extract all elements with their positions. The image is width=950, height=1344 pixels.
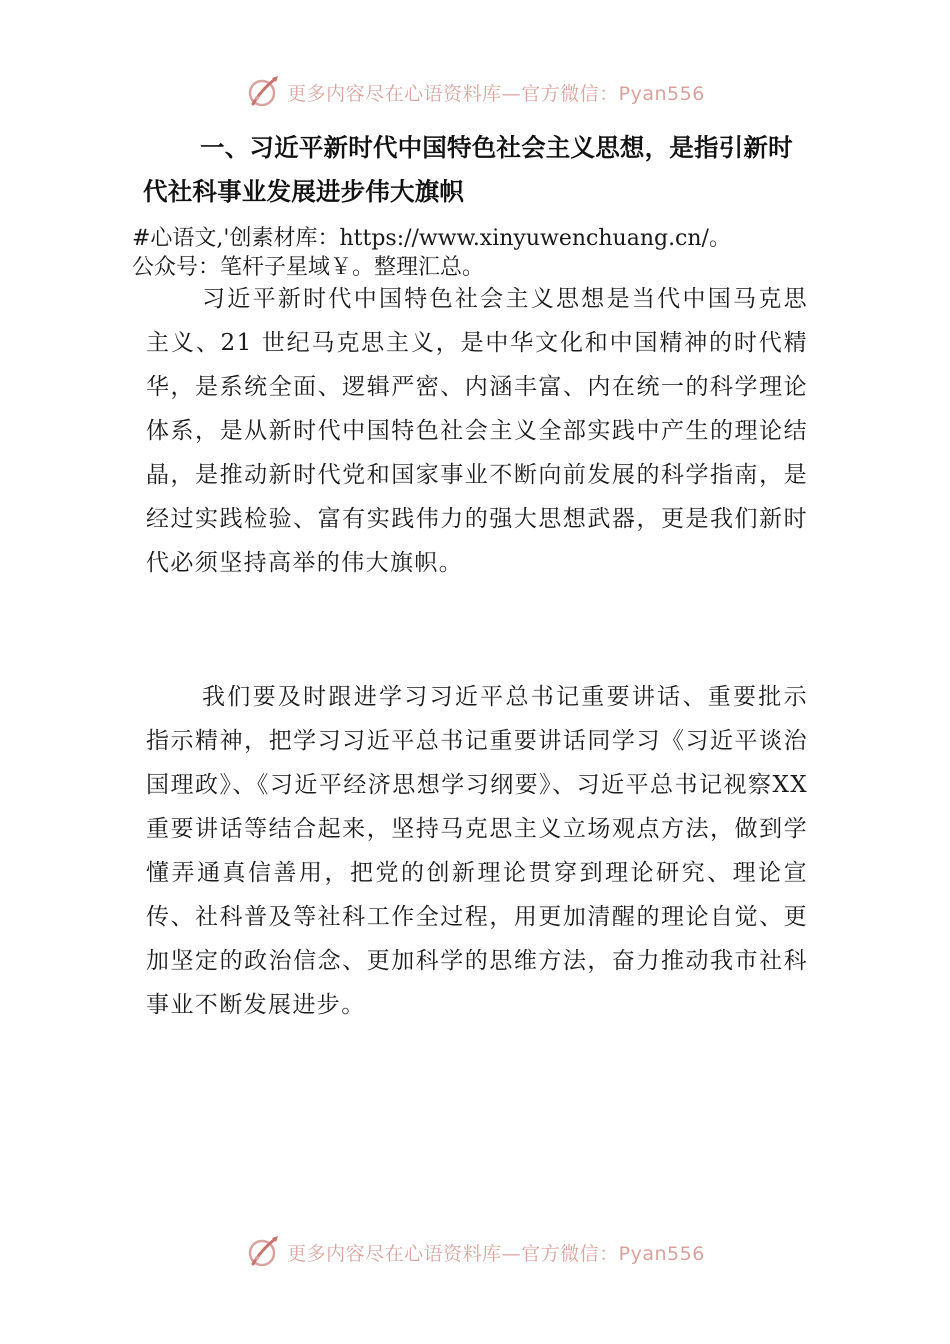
banner-slogan: 更多内容尽在心语资料库—官方微信： xyxy=(287,82,619,105)
body-paragraph-2: 我们要及时跟进学习习近平总书记重要讲话、重要批示指示精神，把学习习近平总书记重要讲话同学习《习近平谈治国理政》、《习近平经济思想学习纲要》、习近平总书记视察XX 重要讲话等结合起来，坚持马克思主义立场观点方法，做到学懂弄通真信善用，把党的创新理论贯穿到理论研究、理论宣传、社科普及等社科工作全过程，用更加清醒的理论自觉、更加坚定的政治信念、更加科学的思维方法，奋力推动我市社科事业不断发展进步。 xyxy=(146,684,808,1018)
banner-slogan: 更多内容尽在心语资料库—官方微信： xyxy=(287,1242,619,1265)
banner-text xyxy=(287,79,705,106)
wechat-id: Pyan556 xyxy=(618,82,705,105)
header-banner xyxy=(0,72,950,112)
brush-logo-icon xyxy=(245,74,281,110)
source-note xyxy=(132,224,932,282)
brush-logo-icon xyxy=(245,1234,281,1270)
body-paragraph-1: 习近平新时代中国特色社会主义思想是当代中国马克思主义、21 世纪马克思主义，是中华文化和中国精神的时代精华，是系统全面、逻辑严密、内涵丰富、内在统一的科学理论体系，是从新时代中国特色社会主义全部实践中产生的理论结晶，是推动新时代党和国家事业不断向前发展的科学指南，是经过实践检验、富有实践伟力的强大思想武器，更是我们新时代必须坚持高举的伟大旗帜。 xyxy=(146,286,808,576)
banner-text xyxy=(287,1239,705,1266)
footer-banner xyxy=(0,1232,950,1272)
source-line-account: 公众号：笔杆子星域￥。整理汇总。 xyxy=(132,255,485,280)
wechat-id: Pyan556 xyxy=(618,1242,705,1265)
section-title: 一、习近平新时代中国特色社会主义思想，是指引新时代社科事业发展进步伟大旗帜 xyxy=(143,133,793,206)
source-line-website: #心语文,'创素材库：https://www.xinyuwenchuang.cn/。 xyxy=(132,226,731,251)
